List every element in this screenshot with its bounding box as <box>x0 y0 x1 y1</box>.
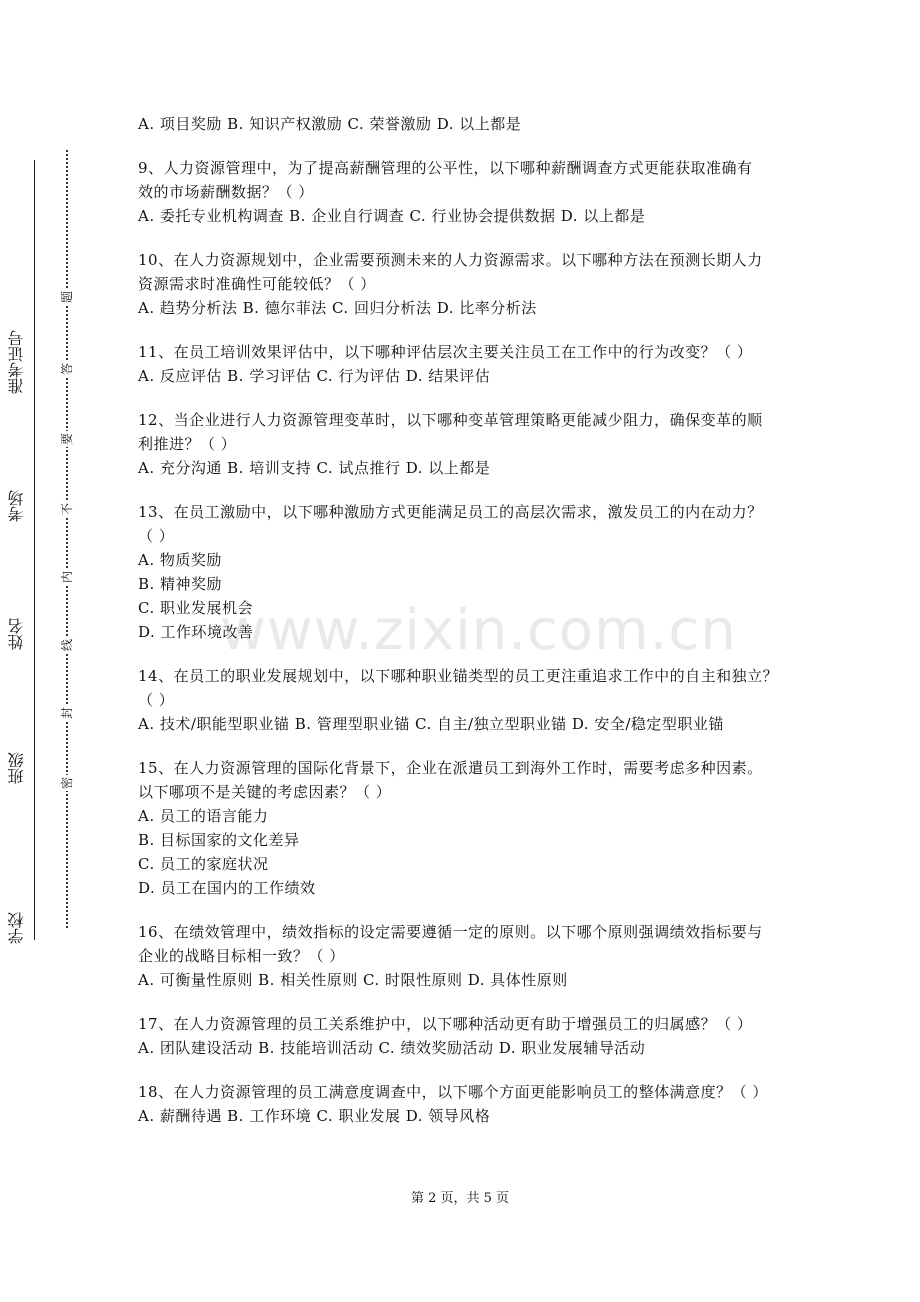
exam-content <box>138 112 788 1148</box>
option-line: C. 员工的家庭状况 <box>138 855 269 873</box>
option-line: A. 薪酬待遇 B. 工作环境 C. 职业发展 D. 领导风格 <box>138 1107 491 1125</box>
option-line: A. 物质奖励 <box>138 551 222 569</box>
seal-char-xian: 线 <box>60 639 74 652</box>
label-exam-room: 考场 <box>7 490 26 522</box>
question-text-line: 利推进？（ ） <box>138 435 237 453</box>
seal-char-bu: 不 <box>60 503 74 516</box>
seal-dotted-line <box>66 150 68 928</box>
watermark: www.zixin.com.cn <box>220 598 737 663</box>
question-text-line: 18、在人力资源管理的员工满意度调查中，以下哪个方面更能影响员工的整体满意度？（ ） <box>138 1083 768 1101</box>
question-8-options <box>138 112 788 136</box>
question-item <box>138 1012 788 1060</box>
seal-char-feng: 封 <box>60 707 74 720</box>
question-item <box>138 156 788 228</box>
question-text-line: （ ） <box>138 691 175 709</box>
question-item <box>138 500 788 644</box>
question-text-line: 16、在绩效管理中，绩效指标的设定需要遵循一定的原则。以下哪个原则强调绩效指标要与 <box>138 923 763 941</box>
option-line: D. 员工在国内的工作绩效 <box>138 879 316 897</box>
question-text-line: （ ） <box>138 527 175 545</box>
option-line: B. 目标国家的文化差异 <box>138 831 300 849</box>
question-item <box>138 408 788 480</box>
binding-margin <box>0 140 80 960</box>
seal-char-nei: 内 <box>60 571 74 584</box>
option-line: A. 技术/职能型职业锚 B. 管理型职业锚 C. 自主/独立型职业锚 D. 安全/稳定型职业锚 <box>138 715 724 733</box>
option-line: A. 趋势分析法 B. 德尔菲法 C. 回归分析法 D. 比率分析法 <box>138 299 537 317</box>
question-item <box>138 920 788 992</box>
question-text-line: 以下哪项不是关键的考虑因素？（ ） <box>138 783 392 801</box>
question-item <box>138 664 788 736</box>
question-text-line: 13、在员工激励中，以下哪种激励方式更能满足员工的高层次需求，激发员工的内在动力？ <box>138 503 763 521</box>
option-line: A. 可衡量性原则 B. 相关性原则 C. 时限性原则 D. 具体性原则 <box>138 971 568 989</box>
question-text-line: 9、人力资源管理中，为了提高薪酬管理的公平性，以下哪种薪酬调查方式更能获取准确有 <box>138 159 753 177</box>
seal-char-da: 答 <box>60 363 74 376</box>
question-text-line: 17、在人力资源管理的员工关系维护中，以下哪种活动更有助于增强员工的归属感？（ ） <box>138 1015 753 1033</box>
question-text-line: 11、在员工培训效果评估中，以下哪种评估层次主要关注员工在工作中的行为改变？（ ） <box>138 343 753 361</box>
option-line: A. 反应评估 B. 学习评估 C. 行为评估 D. 结果评估 <box>138 367 491 385</box>
option-line: A. 员工的语言能力 <box>138 807 269 825</box>
label-school: 学校 <box>7 912 26 944</box>
option-line: A. 委托专业机构调查 B. 企业自行调查 C. 行业协会提供数据 D. 以上都是 <box>138 207 646 225</box>
option-line: A. 项目奖励 B. 知识产权激励 C. 荣誉激励 D. 以上都是 <box>138 115 522 133</box>
option-line: B. 精神奖励 <box>138 575 223 593</box>
question-text-line: 15、在人力资源管理的国际化背景下，企业在派遣员工到海外工作时，需要考虑多种因素。 <box>138 759 763 777</box>
option-line: A. 团队建设活动 B. 技能培训活动 C. 绩效奖励活动 D. 职业发展辅导活动 <box>138 1039 646 1057</box>
label-class: 班级 <box>7 752 26 784</box>
question-text-line: 10、在人力资源规划中，企业需要预测未来的人力资源需求。以下哪种方法在预测长期人力 <box>138 251 763 269</box>
question-text-line: 资源需求时准确性可能较低？（ ） <box>138 275 376 293</box>
question-item <box>138 1080 788 1128</box>
page-footer: 第 2 页，共 5 页 <box>410 1191 510 1206</box>
question-text-line: 12、当企业进行人力资源管理变革时，以下哪种变革管理策略更能减少阻力，确保变革的顺 <box>138 411 763 429</box>
seal-char-ti: 题 <box>60 291 74 304</box>
question-text-line: 14、在员工的职业发展规划中，以下哪种职业锚类型的员工更注重追求工作中的自主和独立？ <box>138 667 779 685</box>
seal-char-yao: 要 <box>60 433 74 446</box>
question-text-line: 企业的战略目标相一致？（ ） <box>138 947 345 965</box>
question-item <box>138 248 788 320</box>
question-text-line: 效的市场薪酬数据？（ ） <box>138 183 314 201</box>
option-line: D. 工作环境改善 <box>138 623 254 641</box>
label-name: 姓名 <box>7 618 26 650</box>
question-list <box>138 156 788 1128</box>
option-line: C. 职业发展机会 <box>138 599 253 617</box>
question-item <box>138 340 788 388</box>
seal-char-mi: 密 <box>60 777 74 790</box>
label-exam-number: 准考证号 <box>7 330 26 394</box>
option-line: A. 充分沟通 B. 培训支持 C. 试点推行 D. 以上都是 <box>138 459 491 477</box>
question-item <box>138 756 788 900</box>
sidebar-rule <box>34 160 35 940</box>
